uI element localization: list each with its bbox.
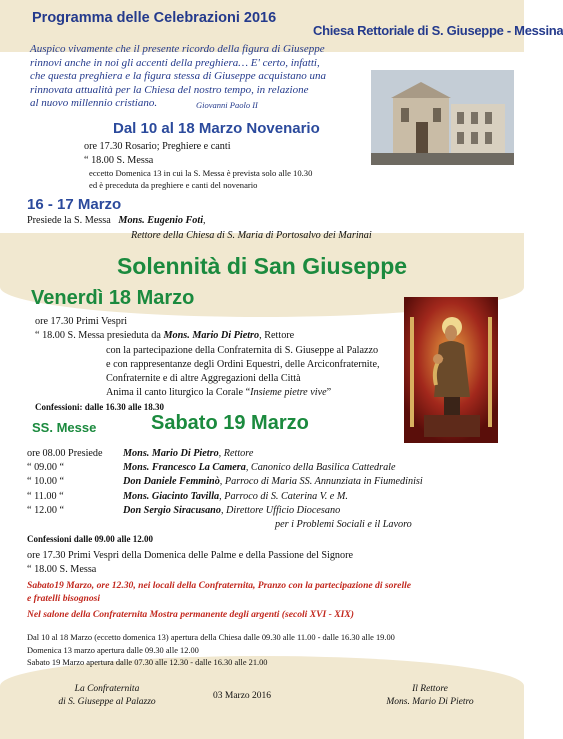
quote-line: rinnovata attualità per la Chiesa del nostro tempo, in relazione: [30, 83, 309, 96]
hours-line: Domenica 13 marzo apertura dalle 09.30 alle 12.00: [27, 645, 199, 655]
venerdi-messa: [35, 330, 294, 341]
mass-row: “ 12.00 “ Don Sergio Siracusano, Direttore Ufficio Diocesano: [27, 504, 341, 516]
quote-author: Giovanni Paolo II: [196, 100, 258, 110]
mass-row: “ 11.00 “ Mons. Giacinto Tavilla, Parroco di S. Caterina V. e M.: [27, 490, 348, 502]
hours-line: Dal 10 al 18 Marzo (eccetto domenica 13) apertura della Chiesa dalle 09.30 alle 11.00 - dalle 16.30 alle 19.00: [27, 633, 395, 642]
venerdi-messa-prefix: “ 18.00 S. Messa presieduta da: [35, 330, 164, 341]
quote-block: [30, 43, 326, 111]
notice-line: e fratelli bisognosi: [27, 592, 101, 604]
venerdi-heading: Venerdì 18 Marzo: [31, 287, 195, 309]
opening-hours: [27, 632, 395, 670]
notice-exhibition: Nel salone della Confraternita Mostra permanente degli argenti (secoli XVI - XIX): [27, 609, 354, 620]
footer-confraternita: La Confraternita di S. Giuseppe al Palazzo: [58, 684, 156, 707]
notice-block: [27, 580, 411, 605]
notice-line: Sabato19 Marzo, ore 12.30, nei locali della Confraternita, Pranzo con la partecipazione di sorelle: [27, 580, 412, 591]
venerdi-line: Confraternite e di altre Aggregazioni della Città: [106, 373, 301, 384]
choir-name: Insieme pietre vive: [250, 387, 327, 398]
sabato-messa: “ 18.00 S. Messa: [27, 564, 97, 575]
mass-row: ore 08.00 Presiede Mons. Mario Di Pietro, Rettore: [27, 448, 254, 459]
presiede-role: Rettore della Chiesa di S. Maria di Portosalvo dei Marinai: [131, 230, 372, 241]
novenario-line: “ 18.00 S. Messa: [84, 155, 154, 166]
quote-line: che questa preghiera e la figura stessa di Giuseppe acquistano una: [30, 70, 326, 82]
presiede-name: Mons. Eugenio Foti: [118, 215, 204, 226]
sabato-confessioni: Confessioni dalle 09.00 alle 12.00: [27, 534, 154, 544]
sabato-heading: Sabato 19 Marzo: [151, 412, 309, 434]
church-title: Chiesa Rettoriale di S. Giuseppe - Messina: [313, 23, 563, 38]
sabato-vespri: ore 17.30 Primi Vespri della Domenica delle Palme e della Passione del Signore: [27, 550, 354, 561]
mass-role-continuation: per i Problemi Sociali e il Lavoro: [275, 519, 412, 530]
venerdi-line: e con rappresentanze degli Ordini Equestri, delle Arciconfraternite,: [106, 359, 380, 370]
program-title: Programma delle Celebrazioni 2016: [32, 10, 277, 26]
presiede-label: Presiede la S. Messa: [27, 215, 111, 226]
ss-messe-heading: SS. Messe: [32, 420, 97, 435]
sabato-masses: [27, 447, 423, 518]
footer-rettore: Il Rettore Mons. Mario Di Pietro: [386, 684, 474, 707]
church-photo: [371, 70, 514, 165]
quote-line: al nuovo millennio cristiano.: [30, 97, 158, 109]
quote-line: Auspico vivamente che il presente ricordo della figura di Giuseppe: [30, 43, 325, 55]
novenario-note: [89, 168, 312, 191]
hours-line: Sabato 19 Marzo apertura dalle 07.30 alle 12.30 - dalle 16.30 alle 21.00: [27, 658, 268, 667]
venerdi-messa-name: Mons. Mario Di Pietro: [163, 330, 260, 341]
venerdi-line: con la partecipazione della Confraternita di S. Giuseppe al Palazzo: [106, 345, 379, 356]
venerdi-vespri: ore 17.30 Primi Vespri: [35, 316, 128, 327]
venerdi-choir: Anima il canto liturgico la Corale “Insieme pietre vive”: [106, 387, 332, 398]
san-giuseppe-image: [404, 297, 498, 443]
novenario-schedule: [84, 140, 231, 168]
novenario-note-line: ed è preceduta da preghiere e canti del novenario: [89, 179, 258, 190]
novenario-line: ore 17.30 Rosario; Preghiere e canti: [84, 141, 231, 152]
quote-line: rinnovi anche in noi gli accenti della preghiera… E' certo, infatti,: [30, 56, 320, 69]
days-16-17-heading: 16 - 17 Marzo: [27, 196, 122, 213]
days-16-17-presiede: Presiede la S. Messa Mons. Eugenio Foti,: [27, 215, 206, 226]
venerdi-messa-suffix: , Rettore: [259, 330, 295, 341]
novenario-heading: Dal 10 al 18 Marzo Novenario: [113, 120, 320, 137]
venerdi-participation: [106, 344, 380, 400]
mass-row: “ 10.00 “ Don Daniele Femminò, Parroco di Maria SS. Annunziata in Fiumedinisi: [27, 476, 423, 488]
novenario-note-line: eccetto Domenica 13 in cui la S. Messa è prevista solo alle 10.30: [89, 168, 313, 178]
venerdi-confessioni: Confessioni: dalle 16.30 alle 18.30: [35, 402, 165, 412]
footer-date: 03 Marzo 2016: [213, 691, 272, 701]
mass-row: “ 09.00 “ Mons. Francesco La Camera, Canonico della Basilica Cattedrale: [27, 462, 396, 474]
solennita-heading: Solennità di San Giuseppe: [116, 253, 408, 279]
